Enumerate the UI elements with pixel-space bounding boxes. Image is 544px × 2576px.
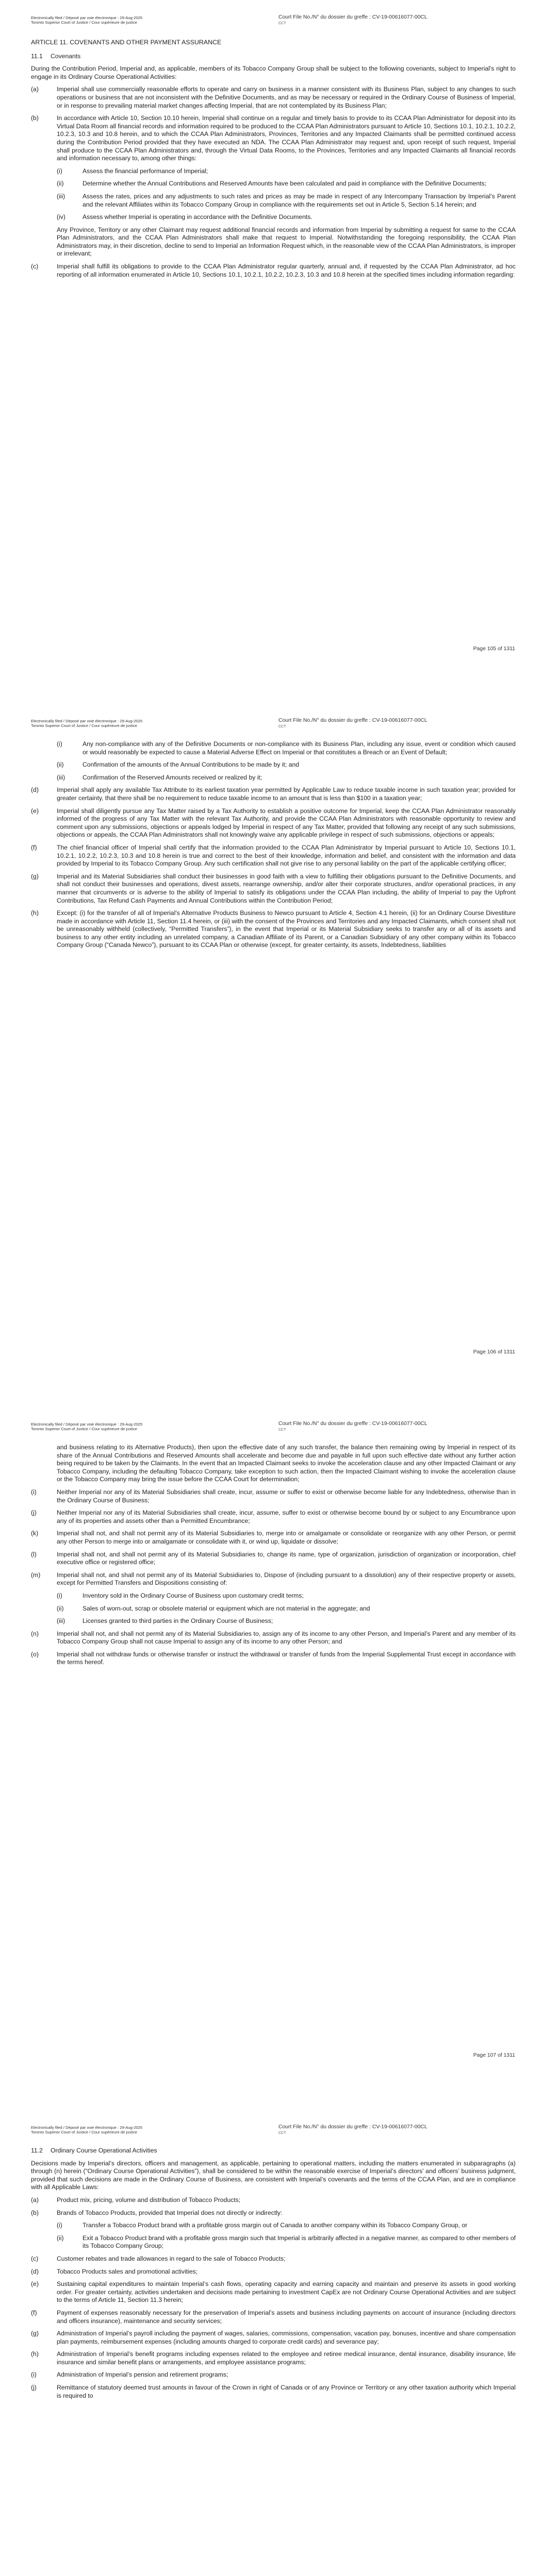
list-item: (e) Imperial shall diligently pursue any Tax Matter raised by a Tax Authority to establish a positive outcome for Imperial, keep the CCAA Plan Administrator reasonably informed of the progress of any Tax Matter with the relevant Tax Authority, and provide the CCAA Plan Administrators with reasonable opportunity to review and comment upon any submissions, objections or appeals lodged by Imperial in respect of any Tax Matter, provided that following any receipt of any such submissions, objections or appeals, the CCAA Plan Administrators shall not knowingly waive any applicable privilege in respect of such submissions, objections or appeals; [31,807,516,839]
sub-item: (ii) Confirmation of the amounts of the Annual Contributions to be made by it; and [57,761,300,769]
list-item: (c) Customer rebates and trade allowances in regard to the sale of Tobacco Products; [31,2255,286,2262]
sub-item: (i) Transfer a Tobacco Product brand with a profitable gross margin out of Canada to another company within its Tobacco Company Group, or [57,2222,468,2229]
list-item: (o) Imperial shall not withdraw funds or otherwise transfer or instruct the withdrawal or transfer of funds from the Imperial Supplemental Trust except in accordance with the terms hereof. [31,1650,516,1666]
document-page [0,0,544,672]
list-item: (h) Administration of Imperial’s benefit programs including expenses related to the employee and retiree medical insurance, dental insurance, disability insurance, life insurance and similar benefit plans or arrangements, and employee assistance programs; [31,2350,516,2366]
filing-stamp: Electronically filed / Déposé par voie électronique : 29-Aug-2025 Toronto Superior Court of Justice / Cour supérieure de justice [31,2125,143,2134]
section-heading: 11.2 Ordinary Course Operational Activities [31,2147,157,2154]
page-body [31,740,516,954]
page-gap [0,672,544,703]
list-item: (f) Payment of expenses reasonably necessary for the preservation of Imperial’s assets and business including payments on account of insurance (including directors and officers insurance), maintenance and security services; [31,2309,516,2325]
list-item: (c) Imperial shall fulfill its obligations to provide to the CCAA Plan Administrator regular quarterly, annual and, if requested by the CCAA Plan Administrator, ad hoc reporting of all information enumerated in Article 10, Sections 10.1, 10.2.1, 10.2.2, 10.2.3, 10.3 and 10.8 herein at the specified times including information regarding: [31,263,516,278]
page-body [31,39,516,283]
list-item: (e) Sustaining capital expenditures to maintain Imperial’s cash flows, operating capacity and earning capacity and maintain and preserve its assets in good working order. For greater certainty, activities undertaken and decisions made pertaining to investment CapEx are not Ordinary Course Operational Activities and are subject to the terms of Article 11, Section 11.3 herein; [31,2280,516,2304]
section-heading: 11.1 Covenants [31,52,81,60]
list-item: (h) Except: (i) for the transfer of all of Imperial’s Alternative Products Business to Newco pursuant to Article 4, Section 4.1 herein, (ii) for an Ordinary Course Divestiture made in accordance with Article 11, Section 11.4 herein, or (iii) with the consent of the Provinces and Territories and any Impacted Claimants, which consent shall not be unreasonably withheld (collectively, “Permitted Transfers”), in the event that Imperial or its Material Subsidiary seeks to transfer any or all of its assets and business to any other entity including an unrelated company, a Canadian Affiliate of its Parent, or a Canadian Subsidiary of any other company within its Tobacco Company Group (“Canada Newco”), pursuant to its CCAA Plan or otherwise (except, for greater certainty, its assets, Indebtedness, liabilities [31,909,516,949]
sub-item: (i) Any non-compliance with any of the Definitive Documents or non-compliance with its Business Plan, including any issue, event or condition which caused or would reasonably be expected to cause a Material Adverse Effect on Imperial or that constitutes a Breach or an Event of Default; [57,740,516,756]
document-page [0,1406,544,2079]
article-heading: ARTICLE 11. COVENANTS AND OTHER PAYMENT ASSURANCE [31,39,222,46]
document-page [0,2110,544,2576]
list-item: (a) Imperial shall use commercially reasonable efforts to operate and carry on business in a manner consistent with its Business Plan, subject to any changes to such operations or business that are not inconsistent with the Definitive Documents, and as may be necessary or required in the Ordinary Course of Business of Imperial, or in response to prevailing material market changes affecting Imperial, that are not contemplated by its Business Plan; [31,86,516,109]
list-item: (g) Imperial and its Material Subsidiaries shall conduct their businesses in good faith with a view to fulfilling their obligations pursuant to the Definitive Documents, and shall not conduct their businesses and operations, divest assets, rearrange ownership, and/or alter their corporate structures, and/or operational practices, in any manner that circumvents or is adverse to the ability of Imperial to satisfy its obligations under the CCAA Plan including, the ability of Imperial to pay the Upfront Contributions, Tax Refund Cash Payments and Annual Contributions within the Contribution Period; [31,872,516,904]
court-file-suffix: CCT [278,2131,286,2135]
sub-item: (iv) Assess whether Imperial is operating in accordance with the Definitive Documents. [57,213,312,221]
filing-stamp: Electronically filed / Déposé par voie électronique : 29-Aug-2025 Toronto Superior Court of Justice / Cour supérieure de justice [31,719,143,728]
list-item: (j) Remittance of statutory deemed trust amounts in favour of the Crown in right of Canada or of any Province or Territory or any other taxation authority which Imperial is required to [31,2384,516,2399]
sub-item: (ii) Exit a Tobacco Product brand with a profitable gross margin such that Imperial is arbitrarily affected in a negative manner, as compared to other members of its Tobacco Company Group; [57,2234,516,2250]
sub-item: (iii) Assess the rates, prices and any adjustments to such rates and prices as may be made in respect of any Intercompany Transaction by Imperial’s Parent and the relevant Affiliates within its Tobacco Company Group in compliance with the requirements set out in Article 5, Section 5.14 herein; and [57,192,516,208]
list-item: (n) Imperial shall not, and shall not permit any of its Material Subsidiaries to, assign any of its income to any other Person, and Imperial’s Parent and any member of its Tobacco Company Group shall not cause Imperial to assign any of its income to any other Person; and [31,1630,516,1646]
list-item: (g) Administration of Imperial’s payroll including the payment of wages, salaries, commissions, compensation, vacation pay, bonuses, incentive and share compensation plan payments, reimbursement expenses (including amounts charged to corporate credit cards) and severance pay; [31,2330,516,2345]
sub-item: (i) Inventory sold in the Ordinary Course of Business upon customary credit terms; [57,1591,304,1599]
court-file-suffix: CCT [278,725,286,728]
list-item: (d) Imperial shall apply any available Tax Attribute to its earliest taxation year permitted by Applicable Law to reduce taxable income in such taxation year; provided for greater certainty, that there shall be no requirement to reduce taxable income to an amount that is less than $100 in a taxation year; [31,786,516,802]
page-gap [0,1376,544,1406]
list-item: (d) Tobacco Products sales and promotional activities; [31,2267,198,2275]
court-file-suffix: CCT [278,1428,286,1432]
page-number: Page 105 of 1311 [473,646,515,652]
list-item: (i) Neither Imperial nor any of its Material Subsidiaries shall create, incur, assume or suffer to exist or otherwise become liable for any Indebtedness, otherwise than in the Ordinary Course of Business; [31,1488,516,1504]
sub-item: (i) Assess the financial performance of Imperial; [57,167,208,175]
page-number: Page 107 of 1311 [473,2053,515,2058]
indented-paragraph: Any Province, Territory or any other Claimant may request additional financial records and information from Imperial by submitting a request for same to the CCAA Plan Administrators, and the CCAA Plan Administrators shall make that request to Imperial. Notwithstanding the foregoing responsibility, the CCAA Plan Administrators may, in their discretion, decline to send to Imperial an Information Request which, in the reasonable view of the CCAA Plan Administrators, is improper or irrelevant; [57,226,516,258]
filing-stamp: Electronically filed / Déposé par voie électronique : 29-Aug-2025 Toronto Superior Court of Justice / Cour supérieure de justice [31,15,143,25]
list-item: (a) Product mix, pricing, volume and distribution of Tobacco Products; [31,2196,241,2204]
list-item: (k) Imperial shall not, and shall not permit any of its Material Subsidiaries to, merge into or amalgamate or consolidate or reorganize with any other Person, or permit any other Person to merge into or amalgamate or consolidate with it, or wind up, liquidate or dissolve; [31,1530,516,1545]
list-item: (l) Imperial shall not, and shall not permit any of its Material Subsidiaries to, change its name, type of organization, jurisdiction of organization or incorporation, chief executive office or registered office; [31,1550,516,1566]
document-page [0,703,544,1376]
section-intro: During the Contribution Period, Imperial and, as applicable, members of its Tobacco Company Group shall be subject to the following covenants, subject to Imperial’s right to engage in its Ordinary Course Operational Activities: [31,65,516,80]
continuation-paragraph: and business relating to its Alternative Products), then upon the effective date of any such transfer, the balance then remaining owing by Imperial in respect of its share of the Annual Contributions and Reserved Amounts shall accelerate and become due and payable in full upon such effective date without any further action being required to be taken by the Claimants. In the event that an Impacted Claimant seeks to invoke the acceleration clause and any other Impacted Claimant or any Tobacco Company, including the defaulting Tobacco Company, take exception to such action, then the Impacted Claimant wishing to invoke the acceleration clause or the Tobacco Company may bring the issue before the CCAA Court for determination; [57,1444,516,1483]
page-body [31,2147,516,2404]
sub-item: (ii) Sales of worn-out, scrap or obsolete material or equipment which are not material in the aggregate; and [57,1604,370,1612]
page-body [31,1444,516,1671]
list-item: (i) Administration of Imperial’s pension and retirement programs; [31,2371,228,2379]
page-gap [0,2079,544,2110]
page-number: Page 106 of 1311 [473,1349,515,1355]
court-file-number: Court File No./N° du dossier du greffe : CV-19-00616077-00CL [278,1421,427,1427]
court-file-number: Court File No./N° du dossier du greffe : CV-19-00616077-00CL [278,718,427,723]
sub-item: (ii) Determine whether the Annual Contributions and Reserved Amounts have been calculated and paid in compliance with the Definitive Documents; [57,180,487,188]
filing-stamp: Electronically filed / Déposé par voie électronique : 29-Aug-2025 Toronto Superior Court of Justice / Cour supérieure de justice [31,1422,143,1431]
list-item: (b) Brands of Tobacco Products, provided that Imperial does not directly or indirectly: [31,2209,283,2216]
court-file-number: Court File No./N° du dossier du greffe : CV-19-00616077-00CL [278,14,427,20]
court-file-number: Court File No./N° du dossier du greffe : CV-19-00616077-00CL [278,2124,427,2130]
list-item: (b) In accordance with Article 10, Section 10.10 herein, Imperial shall continue on a regular and timely basis to provide to its CCAA Plan Administrator for deposit into its Virtual Data Room all financial records and information required to be produced to the CCAA Plan Administrators pursuant to Article 10, Sections 10.1, 10.2.1, 10.2.2, 10.2.3, 10.3 and 10.8 herein, and to which the CCAA Plan Administrators, Provinces, Territories and any Impacted Claimants shall be permitted continued access during the Contribution Period provided that they have executed an NDA. The CCAA Plan Administrator may request and, upon receipt of such request, Imperial shall produce to the CCAA Plan Administrators and, through the Virtual Data Rooms, to the Provinces, Territories and any Impacted Claimants all financial records and information necessary to, among other things: [31,114,516,162]
sub-item: (iii) Confirmation of the Reserved Amounts received or realized by it; [57,773,262,781]
sub-item: (iii) Licenses granted to third parties in the Ordinary Course of Business; [57,1617,273,1625]
court-file-suffix: CCT [278,22,286,25]
list-item: (m) Imperial shall not, and shall not permit any of its Material Subsidiaries to, Dispose of (including pursuant to a dissolution) any of their respective property or assets, except for Permitted Transfers and Dispositions consisting of: [31,1571,516,1587]
list-item: (f) The chief financial officer of Imperial shall certify that the information provided to the CCAA Plan Administrator by Imperial pursuant to Article 10, Sections 10.1, 10.2.1, 10.2.2, 10.2.3, 10.3 and 10.8 herein is true and correct to the best of their knowledge, information and belief, and consistent with the information and data provided by Imperial to its Tobacco Company Group. Any such certification shall not give rise to any personal liability on the part of the applicable certifying officer; [31,843,516,868]
list-item: (j) Neither Imperial nor any of its Material Subsidiaries shall create, incur, assume, suffer to exist or otherwise become bound by or subject to any Encumbrance upon any of its properties and assets other than a Permitted Encumbrance; [31,1509,516,1524]
section-intro: Decisions made by Imperial’s directors, officers and management, as applicable, pertaining to operational matters, including the matters enumerated in subparagraphs (a) through (n) herein (“Ordinary Course Operational Activities”), shall be considered to be within the reasonable exercise of Imperial’s directors’ and officers’ business judgment, provided that such decisions are made in the Ordinary Course of Business, are consistent with Imperial’s covenants and the terms of the CCAA Plan, and are in compliance with all Applicable Laws: [31,2159,516,2191]
